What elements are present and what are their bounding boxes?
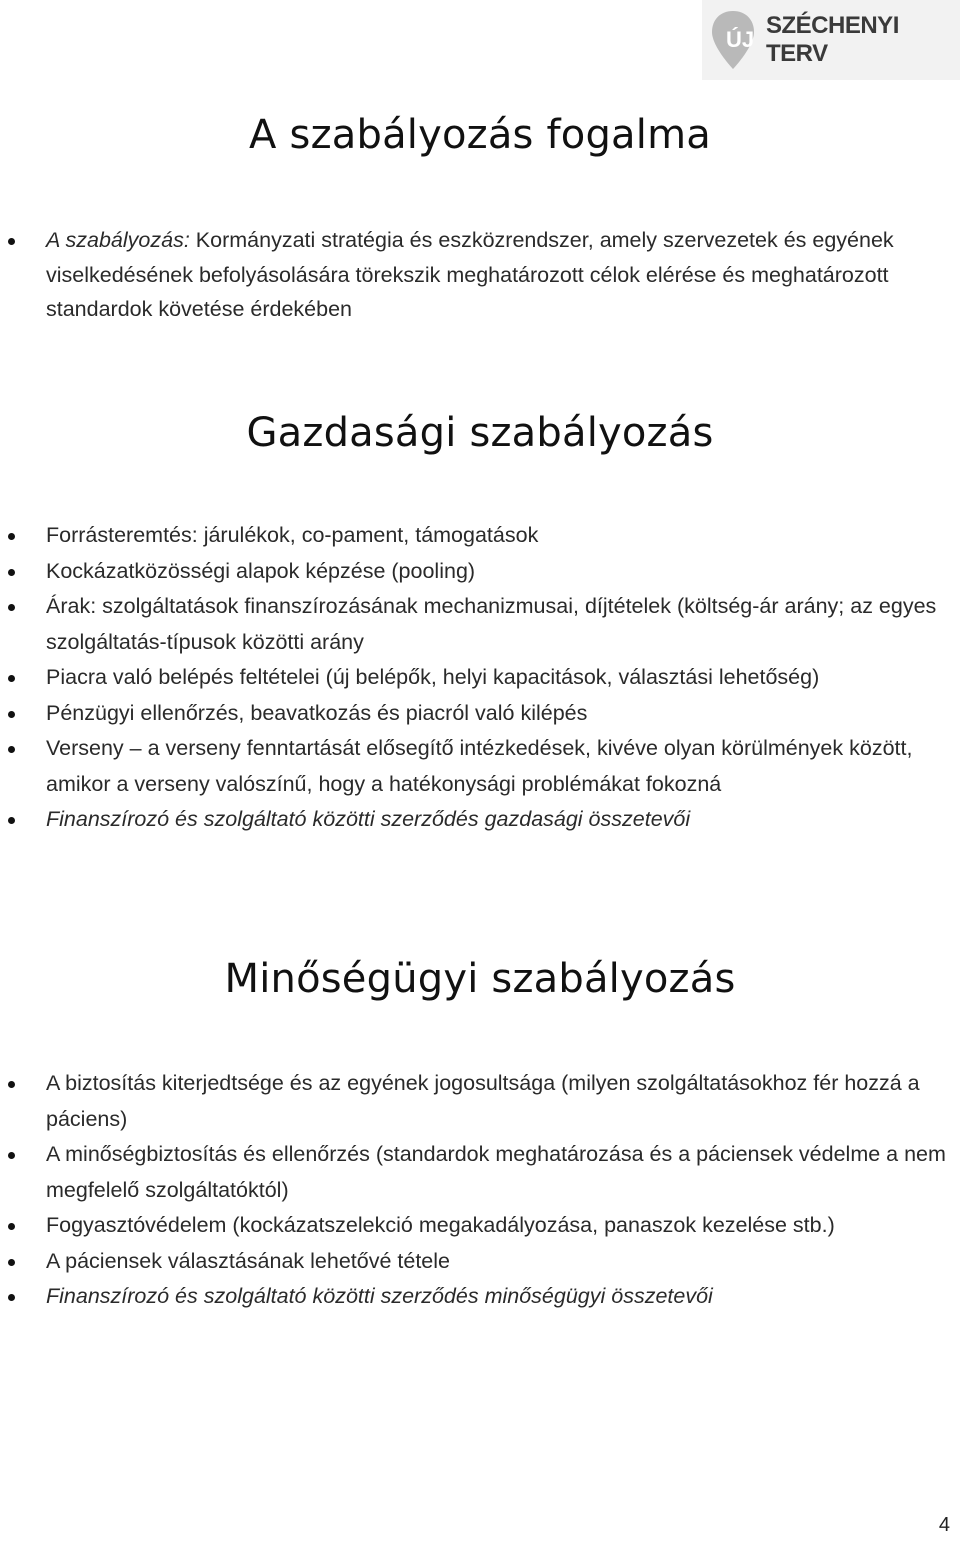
list-item [0, 223, 960, 327]
list-item [0, 1208, 960, 1244]
bullet-icon [8, 1081, 15, 1088]
list-item-text: Árak: szolgáltatások finanszírozásának mechanizmusai, díjtételek (költség-ár arány; az egyes szolgáltatás-típusok közötti arány [46, 594, 937, 654]
page-number: 4 [938, 1514, 950, 1536]
list-item-text: Kockázatközösségi alapok képzése (pooling) [46, 558, 476, 583]
list-item [0, 660, 960, 696]
bullet-icon [8, 1259, 15, 1266]
bullet-icon [8, 1294, 15, 1301]
list-item [0, 589, 960, 660]
list-item-text: A minőségbiztosítás és ellenőrzés (standardok meghatározása és a páciensek védelme a nem megfelelő szolgáltatóktól) [46, 1142, 946, 1202]
section-title-szabalyozas-fogalma: A szabályozás fogalma [249, 112, 711, 158]
list-item-text: A biztosítás kiterjedtsége és az egyének jogosultsága (milyen szolgáltatásokhoz fér hozzá a páciens) [46, 1071, 920, 1131]
bullet-icon [8, 817, 15, 824]
bullet-icon [8, 746, 15, 753]
definition-text: Kormányzati stratégia és eszközrendszer, amely szervezetek és egyének viselkedésének befolyásolására törekszik meghatározott célok elérése és meghatározott standardok követése érdekében [46, 228, 894, 321]
list-item-text: Verseny – a verseny fenntartását elősegítő intézkedések, kivéve olyan körülmények között, amikor a verseny valószínű, hogy a hatékonysági problémákat fokozná [46, 736, 913, 796]
list-item [0, 802, 960, 838]
list-item-text: A páciensek választásának lehetővé tétele [46, 1248, 450, 1273]
list-item-text: Pénzügyi ellenőrzés, beavatkozás és piacról való kilépés [46, 700, 588, 725]
list-item [0, 1066, 960, 1137]
bullet-icon [8, 1152, 15, 1159]
bullet-icon [8, 533, 15, 540]
list-item-text: Fogyasztóvédelem (kockázatszelekció megakadályozása, panaszok kezelése stb.) [46, 1213, 835, 1237]
list-item [0, 518, 960, 554]
szechenyi-terv-logo [702, 0, 960, 80]
bullet-icon [8, 569, 15, 576]
logo-text: SZÉCHENYI TERV [766, 12, 899, 67]
bullet-icon [8, 604, 15, 611]
list-item-text: Piacra való belépés feltételei (új belépők, helyi kapacitások, választási lehetőség) [46, 665, 820, 689]
bullet-icon [8, 238, 15, 245]
bullet-icon [8, 1223, 15, 1230]
list-item-text: Finanszírozó és szolgáltató közötti szerződés gazdasági összetevői [46, 807, 691, 831]
quality-regulation-list [0, 1066, 960, 1315]
list-item [0, 1244, 960, 1280]
definition-term: A szabályozás: [46, 228, 190, 252]
list-item [0, 1137, 960, 1208]
list-item [0, 696, 960, 732]
bullet-icon [8, 711, 15, 718]
map-pin-icon [708, 9, 758, 71]
logo-mark: ÚJ [725, 27, 755, 52]
list-item-text: Forrásteremtés: járulékok, co-pament, támogatások [46, 523, 539, 547]
section-title-minosegugyi-szabalyozas: Minőségügyi szabályozás [224, 956, 736, 1002]
list-item-text: Finanszírozó és szolgáltató közötti szerződés minőségügyi összetevői [46, 1284, 713, 1308]
list-item [0, 554, 960, 590]
economic-regulation-list [0, 518, 960, 838]
list-item [0, 731, 960, 802]
bullet-icon [8, 675, 15, 682]
list-item [0, 1279, 960, 1315]
section-title-gazdasagi-szabalyozas: Gazdasági szabályozás [246, 410, 714, 456]
definition-list [0, 223, 960, 327]
